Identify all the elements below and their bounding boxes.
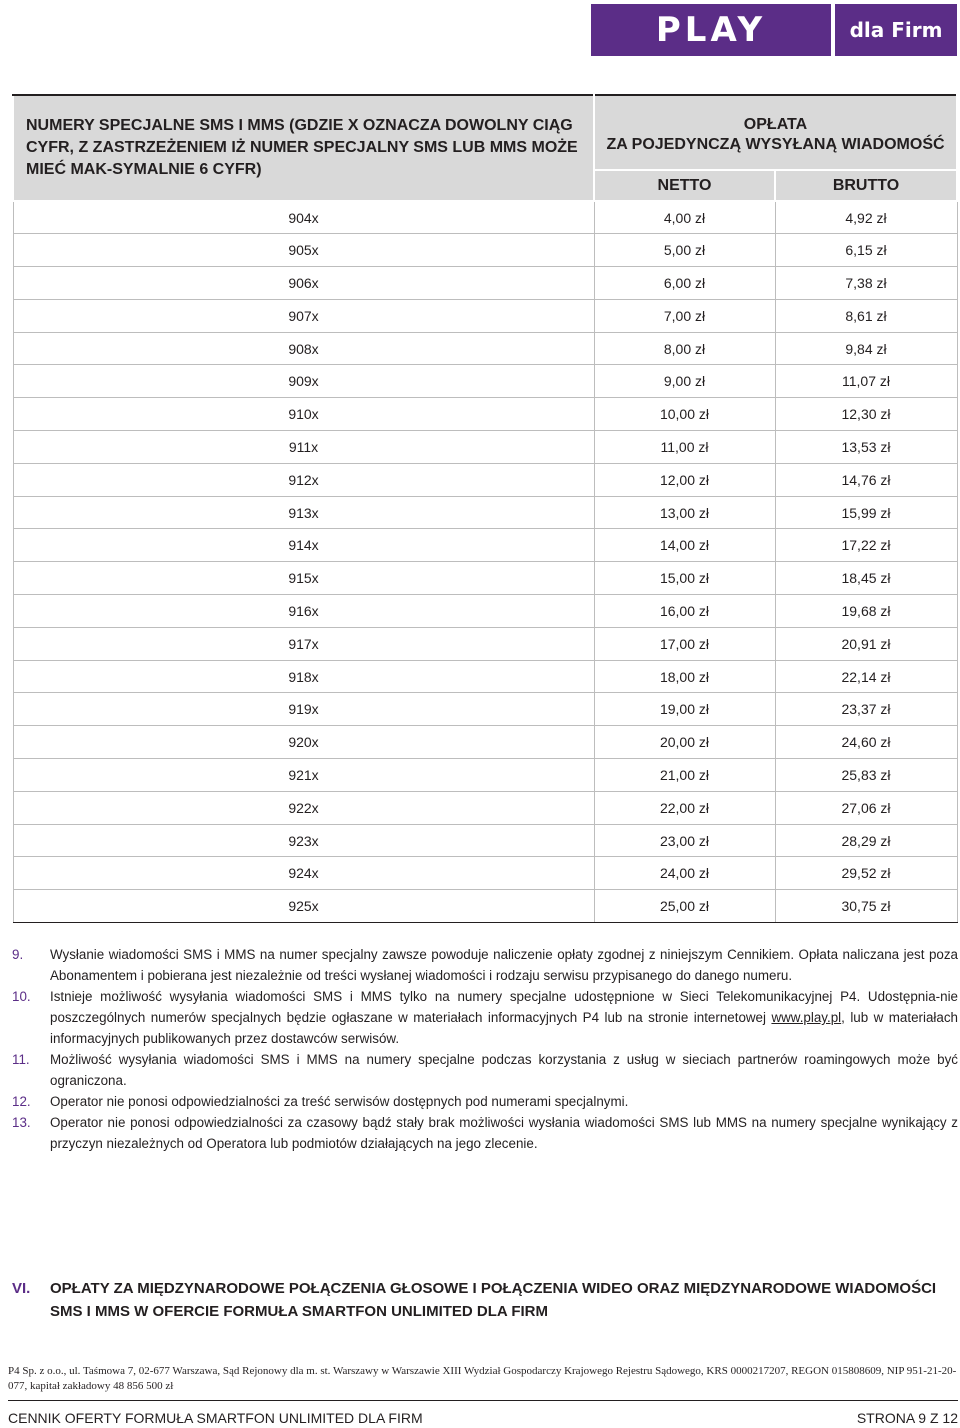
cell-netto: 18,00 zł [594,660,775,693]
cell-netto: 8,00 zł [594,332,775,365]
cell-netto: 25,00 zł [594,890,775,923]
cell-netto: 20,00 zł [594,726,775,759]
cell-number: 920x [13,726,594,759]
cell-netto: 6,00 zł [594,267,775,300]
cell-number: 915x [13,562,594,595]
play-website-link[interactable]: www.play.pl [771,1010,842,1025]
section-heading [12,1277,958,1323]
cell-brutto: 11,07 zł [775,365,957,398]
cell-number: 904x [13,201,594,234]
note-number: 9. [12,947,24,962]
cell-number: 922x [13,791,594,824]
cell-number: 910x [13,398,594,431]
table-row [13,496,957,529]
cell-brutto: 15,99 zł [775,496,957,529]
cell-brutto: 14,76 zł [775,463,957,496]
cell-number: 916x [13,595,594,628]
note-text: Możliwość wysyłania wiadomości SMS i MMS na numery specjalne podczas korzystania z usług w sieciach partnerów roamingowych może być ograniczona. [50,1052,958,1088]
cell-netto: 23,00 zł [594,824,775,857]
cell-netto: 21,00 zł [594,759,775,792]
cell-netto: 4,00 zł [594,201,775,234]
cell-netto: 5,00 zł [594,234,775,267]
fee-header-line2: ZA POJEDYNCZĄ WYSYŁANĄ WIADOMOŚĆ [606,135,945,153]
table-row [13,234,957,267]
cell-number: 923x [13,824,594,857]
note-number: 10. [12,989,31,1004]
table-body [13,201,957,923]
cell-netto: 22,00 zł [594,791,775,824]
table-row [13,595,957,628]
play-logo [591,4,957,56]
cell-brutto: 17,22 zł [775,529,957,562]
cell-number: 919x [13,693,594,726]
cell-netto: 12,00 zł [594,463,775,496]
cell-brutto: 9,84 zł [775,332,957,365]
cell-brutto: 7,38 zł [775,267,957,300]
table-row [13,824,957,857]
note-text-part: Istnieje możliwość wysyłania wiadomości SMS i MMS tylko na numery specjalne udostępnione w Sieci Telekomunikacyjnej P4. Udostępnia-nie poszczególnych numerów specjalnych będzie ogłaszane w materiałach informacyjnych P4 lub na stronie internetowej [50,989,958,1025]
note-text: Operator nie ponosi odpowiedzialności za treść serwisów dostępnych pod numerami specjalnymi. [50,1094,629,1109]
note-number: 11. [12,1052,30,1067]
cell-brutto: 19,68 zł [775,595,957,628]
table-row [13,398,957,431]
cell-netto: 19,00 zł [594,693,775,726]
table-row [13,791,957,824]
cell-brutto: 6,15 zł [775,234,957,267]
table-row [13,529,957,562]
footnotes [12,944,958,1154]
cell-number: 909x [13,365,594,398]
special-numbers-price-table [12,94,958,923]
note-11 [12,1049,958,1091]
cell-netto: 14,00 zł [594,529,775,562]
table-row [13,660,957,693]
cell-netto: 7,00 zł [594,299,775,332]
table-row [13,365,957,398]
note-text [50,986,958,1049]
table-row [13,332,957,365]
note-text-part: , lub w materiałach informacyjnych publikowanych przez dostawców serwisów. [50,1010,958,1046]
cell-netto: 13,00 zł [594,496,775,529]
cell-brutto: 20,91 zł [775,627,957,660]
cell-netto: 9,00 zł [594,365,775,398]
cell-brutto: 25,83 zł [775,759,957,792]
cell-brutto: 22,14 zł [775,660,957,693]
cell-number: 907x [13,299,594,332]
cell-brutto: 24,60 zł [775,726,957,759]
cell-brutto: 4,92 zł [775,201,957,234]
note-9 [12,944,958,986]
table-row [13,201,957,234]
section-number: VI. [12,1280,31,1297]
cell-netto: 24,00 zł [594,857,775,890]
company-info: P4 Sp. z o.o., ul. Taśmowa 7, 02-677 Warszawa, Sąd Rejonowy dla m. st. Warszawy w Warszawie XIII Wydział Gospodarczy Krajowego Rejestru Sądowego, KRS 0000217207, REGON 015808609, NIP 951-21-20-077, kapitał zakładowy 48 856 500 zł [8,1365,957,1392]
cell-number: 925x [13,890,594,923]
table-header-fee [594,95,957,170]
table-row [13,267,957,300]
table-row [13,463,957,496]
cell-netto: 16,00 zł [594,595,775,628]
cell-number: 921x [13,759,594,792]
fee-header-line1: OPŁATA [743,115,808,133]
logo-play-text: PLAY [591,4,831,56]
cell-brutto: 30,75 zł [775,890,957,923]
table-header-netto: NETTO [594,170,775,201]
cell-brutto: 13,53 zł [775,431,957,464]
note-text: Wysłanie wiadomości SMS i MMS na numer specjalny zawsze powoduje naliczenie opłaty zgodnej z niniejszym Cennikiem. Opłata naliczana jest poza Abonamentem i pobierana jest niezależnie od treści wysłanej wiadomości i rodzaju serwisu przypisanego do danego numeru. [50,947,958,983]
cell-number: 906x [13,267,594,300]
cell-brutto: 27,06 zł [775,791,957,824]
note-text: Operator nie ponosi odpowiedzialności za czasowy bądź stały brak możliwości wysłania wiadomości SMS lub MMS na numery specjalne wynikający z przyczyn niezależnych od Operatora lub podmiotów działających na jego zlecenie. [50,1115,958,1151]
cell-brutto: 29,52 zł [775,857,957,890]
cell-brutto: 23,37 zł [775,693,957,726]
table-row [13,627,957,660]
cell-netto: 17,00 zł [594,627,775,660]
cell-brutto: 28,29 zł [775,824,957,857]
cell-number: 914x [13,529,594,562]
cell-brutto: 12,30 zł [775,398,957,431]
note-10 [12,986,958,1049]
table-row [13,890,957,923]
note-12 [12,1091,958,1112]
cell-number: 918x [13,660,594,693]
cell-number: 924x [13,857,594,890]
cell-brutto: 18,45 zł [775,562,957,595]
table-header-numbers: NUMERY SPECJALNE SMS I MMS (GDZIE X OZNACZA DOWOLNY CIĄG CYFR, Z ZASTRZEŻENIEM IŻ NUMER SPECJALNY SMS LUB MMS MOŻE MIEĆ MAK-SYMALNIE 6 CYFR) [13,95,594,201]
cell-number: 917x [13,627,594,660]
section-title: OPŁATY ZA MIĘDZYNARODOWE POŁĄCZENIA GŁOSOWE I POŁĄCZENIA WIDEO ORAZ MIĘDZYNARODOWE WIADOMOŚCI SMS I MMS W OFERCIE FORMUŁA SMARTFON UNLIMITED DLA FIRM [50,1280,937,1320]
footer-divider [8,1400,958,1401]
cell-netto: 15,00 zł [594,562,775,595]
page-footer [8,1410,958,1426]
footer-document-title: CENNIK OFERTY FORMUŁA SMARTFON UNLIMITED DLA FIRM [8,1410,423,1426]
cell-netto: 11,00 zł [594,431,775,464]
table-row [13,857,957,890]
note-13 [12,1112,958,1154]
note-number: 13. [12,1115,31,1130]
table-row [13,693,957,726]
cell-netto: 10,00 zł [594,398,775,431]
table-row [13,726,957,759]
cell-brutto: 8,61 zł [775,299,957,332]
footer-page-number: STRONA 9 Z 12 [856,1410,958,1426]
note-number: 12. [12,1094,31,1109]
logo-dla-firm-text: dla Firm [835,4,957,56]
table-row [13,299,957,332]
cell-number: 911x [13,431,594,464]
table-row [13,431,957,464]
table-row [13,562,957,595]
cell-number: 905x [13,234,594,267]
table-row [13,759,957,792]
cell-number: 912x [13,463,594,496]
table-header-brutto: BRUTTO [775,170,957,201]
cell-number: 908x [13,332,594,365]
cell-number: 913x [13,496,594,529]
